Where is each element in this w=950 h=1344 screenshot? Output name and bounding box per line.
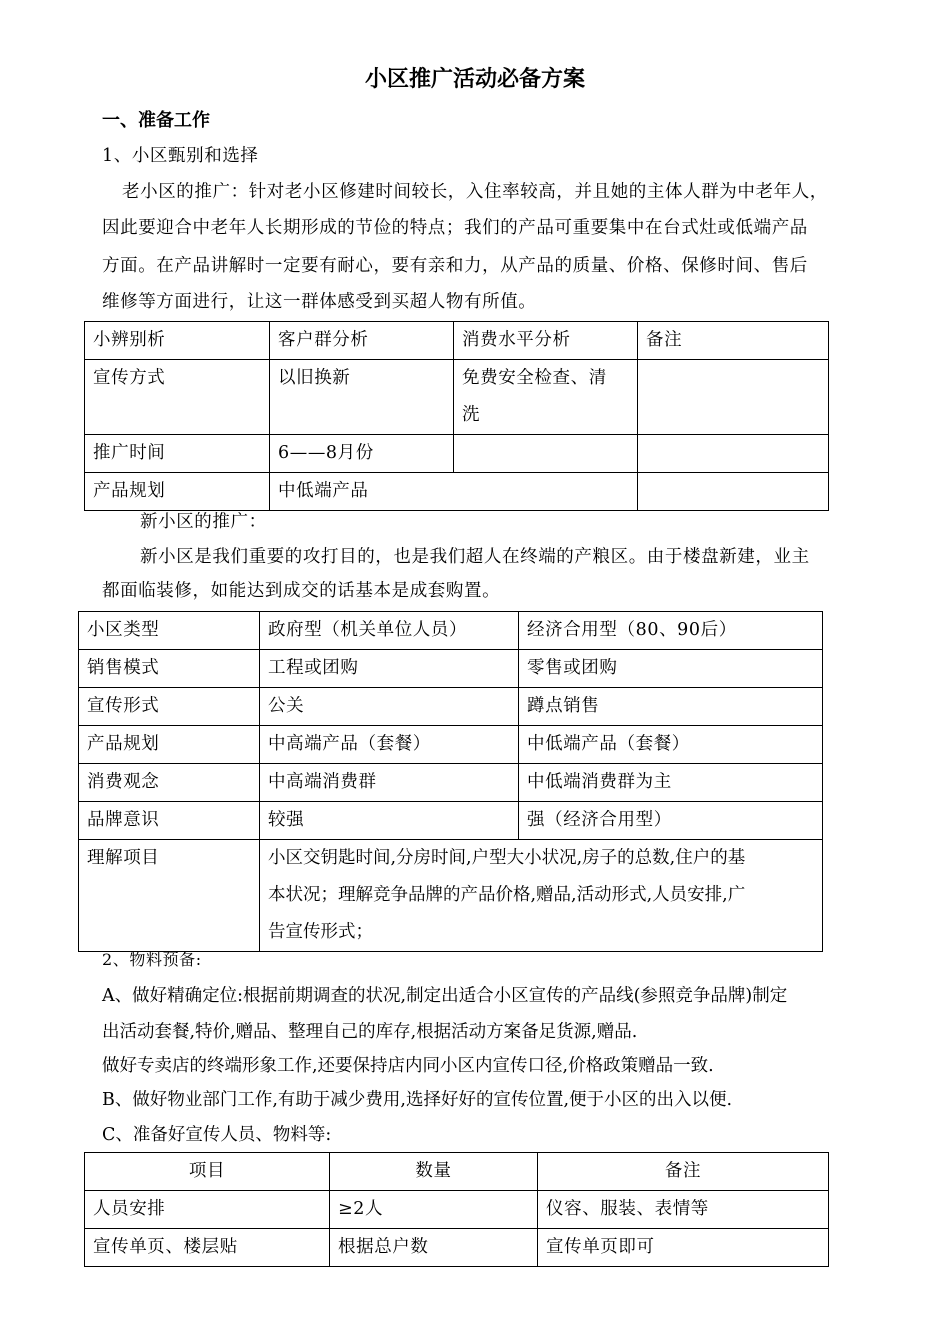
item-c-line-1: C、准备好宣传人员、物料等: (102, 1125, 332, 1145)
table-cell: 仪容、服装、表情等 (538, 1191, 829, 1229)
table-cell (638, 360, 829, 435)
old-para-line-4: 维修等方面进行，让这一群体感受到买超人物有所值。 (102, 292, 537, 312)
subheading-materials: 2、物料预备: (102, 950, 202, 969)
table-cell: 理解项目 (79, 840, 260, 952)
cell-line: 洗 (462, 405, 481, 425)
table-cell: 中低端消费群为主 (519, 764, 823, 802)
subheading-site-selection: 1、小区甄别和选择 (102, 146, 259, 166)
item-a-line-1: A、做好精确定位:根据前期调查的状况,制定出适合小区宣传的产品线(参照竞争品牌)制定 (102, 986, 788, 1006)
table-cell: 消费水平分析 (454, 322, 638, 360)
table-cell (638, 435, 829, 473)
page-title: 小区推广活动必备方案 (364, 66, 585, 92)
table-cell: 宣传方式 (85, 360, 270, 435)
table-cell: 工程或团购 (260, 650, 519, 688)
table-cell: 强（经济合用型） (519, 802, 823, 840)
new-para-line-2: 都面临装修，如能达到成交的话基本是成套购置。 (102, 581, 501, 601)
table-cell: 备注 (638, 322, 829, 360)
table-header-cell: 备注 (538, 1153, 829, 1191)
table-cell: 客户群分析 (270, 322, 454, 360)
table-cell: 产品规划 (79, 726, 260, 764)
table-cell: 宣传单页即可 (538, 1229, 829, 1267)
table-cell: 小区类型 (79, 612, 260, 650)
table-cell: 消费观念 (79, 764, 260, 802)
table-cell: ≥2人 (330, 1191, 538, 1229)
table-cell: 中高端消费群 (260, 764, 519, 802)
materials-table (84, 1152, 829, 1267)
cell-line: 本状况；理解竞争品牌的产品价格,赠品,活动形式,人员安排,广 (268, 885, 746, 905)
table-header-cell: 数量 (330, 1153, 538, 1191)
table-cell: 推广时间 (85, 435, 270, 473)
table-cell: 公关 (260, 688, 519, 726)
table-cell: 小辨别析 (85, 322, 270, 360)
old-para-line-2: 因此要迎合中老年人长期形成的节俭的特点；我们的产品可重要集中在台式灶或低端产品 (102, 218, 808, 238)
table-cell: 根据总户数 (330, 1229, 538, 1267)
table-cell: 人员安排 (85, 1191, 330, 1229)
table-cell: 以旧换新 (270, 360, 454, 435)
table-cell (638, 473, 829, 511)
item-a-line-2: 出活动套餐,特价,赠品、整理自己的库存,根据活动方案备足货源,赠品. (102, 1022, 638, 1042)
item-b-line-1: B、做好物业部门工作,有助于减少费用,选择好好的宣传位置,便于小区的出入以便. (102, 1090, 733, 1110)
new-community-heading: 新小区的推广： (140, 512, 267, 532)
table-cell: 政府型（机关单位人员） (260, 612, 519, 650)
table-cell: 产品规划 (85, 473, 270, 511)
table-cell (454, 360, 638, 435)
old-community-table (84, 321, 829, 511)
table-cell: 销售模式 (79, 650, 260, 688)
table-cell: 6——8月份 (270, 435, 454, 473)
new-para-line-1: 新小区是我们重要的攻打目的，也是我们超人在终端的产粮区。由于楼盘新建，业主 (140, 547, 810, 567)
table-cell: 蹲点销售 (519, 688, 823, 726)
new-community-table (78, 611, 823, 952)
old-para-line-1: 老小区的推广：针对老小区修建时间较长，入住率较高，并且她的主体人群为中老年人， (122, 182, 828, 202)
table-cell (454, 435, 638, 473)
table-cell: 经济合用型（80、90后） (519, 612, 823, 650)
table-cell: 中低端产品 (270, 473, 638, 511)
table-cell: 品牌意识 (79, 802, 260, 840)
table-cell (260, 840, 823, 952)
table-cell: 中低端产品（套餐） (519, 726, 823, 764)
cell-line: 免费安全检查、清 (462, 368, 607, 388)
table-cell: 零售或团购 (519, 650, 823, 688)
table-cell: 较强 (260, 802, 519, 840)
table-header-cell: 项目 (85, 1153, 330, 1191)
cell-line: 小区交钥匙时间,分房时间,户型大小状况,房子的总数,住户的基 (268, 848, 746, 868)
table-cell: 中高端产品（套餐） (260, 726, 519, 764)
cell-line: 告宣传形式； (268, 922, 373, 942)
old-para-line-3: 方面。在产品讲解时一定要有耐心，要有亲和力，从产品的质量、价格、保修时间、售后 (102, 256, 808, 276)
section-heading: 一、准备工作 (102, 110, 210, 131)
table-cell: 宣传单页、楼层贴 (85, 1229, 330, 1267)
table-cell: 宣传形式 (79, 688, 260, 726)
item-a-line-3: 做好专卖店的终端形象工作,还要保持店内同小区内宣传口径,价格政策赠品一致. (102, 1056, 714, 1076)
